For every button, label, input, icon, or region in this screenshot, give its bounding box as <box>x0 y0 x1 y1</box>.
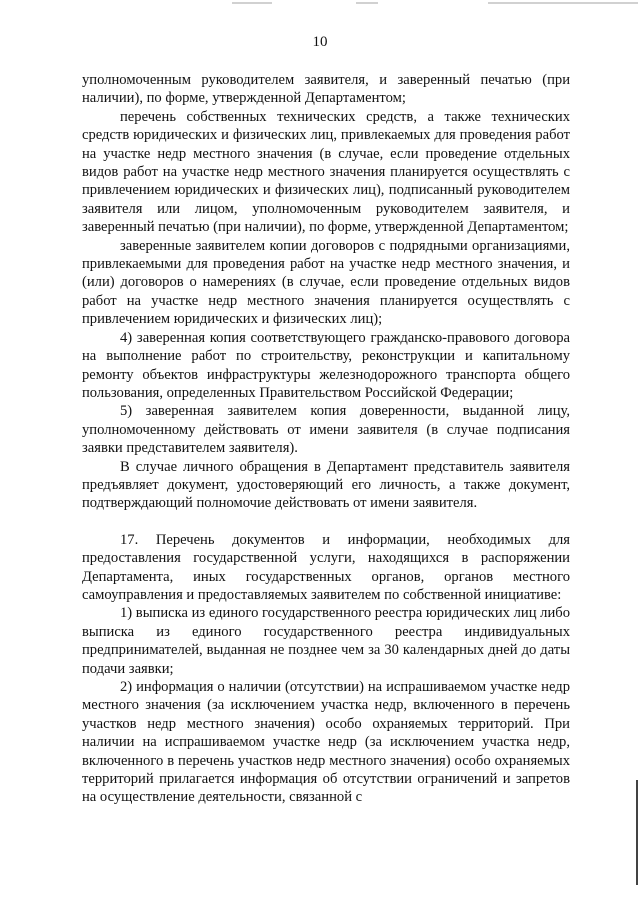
page-number: 10 <box>312 34 328 50</box>
paragraph: В случае личного обращения в Департамент представитель заявителя предъявляет документ, удостоверяющий его личность, а также документ, подтверждающий полномочие действовать от имени заявителя. <box>82 458 570 512</box>
paragraph: 4) заверенная копия соответствующего гражданско-правового договора на выполнение работ по строительству, реконструкции и капитальному ремонту объектов инфраструктуры железнодорожного транспорта общего пользования, определенных Правительством Российской Федерации; <box>82 329 570 401</box>
paragraph: перечень собственных технических средств, а также технических средств юридических и физических лиц, привлекаемых для проведения работ на участке недр местного значения (в случае, если проведение отдельных видов работ на участке недр местного значения планируется осуществлять с привлечением юридических и физических лиц), подписанный руководителем заявителя или лицом, уполномоченным руководителем заявителя, и заверенный печатью (при наличии), по форме, утвержденной Департаментом; <box>82 108 570 236</box>
section-heading-paragraph: 17. Перечень документов и информации, необходимых для предоставления государственной услуги, находящихся в распоряжении Департамента, иных государственных органов, органов местного самоуправления и предоставляемых заявителем по собственной инициативе: <box>82 531 570 603</box>
scan-artifacts <box>0 0 640 12</box>
scan-artifact <box>232 2 272 4</box>
scan-edge-line <box>636 780 638 885</box>
paragraph: уполномоченным руководителем заявителя, и заверенный печатью (при наличии), по форме, утвержденной Департаментом; <box>82 72 570 107</box>
paragraph: 1) выписка из единого государственного реестра юридических лиц либо выписка из единого государственного реестра индивидуальных предпринимателей, выданная не позднее чем за 30 календарных дней до даты подачи заявки; <box>82 605 570 677</box>
paragraph: 2) информация о наличии (отсутствии) на испрашиваемом участке недр местного значения (за исключением участка недр, включенного в перечень участков недр местного значения) особо охраняемых территорий. При наличии на испрашиваемом участке недр (за исключением участка недр, включенного в перечень участков недр местного значения) особо охраняемых территорий прилагается информация об отсутствии ограничений и запретов на осуществление деятельности, связанной с <box>82 679 570 806</box>
paragraph: 5) заверенная заявителем копия доверенности, выданной лицу, уполномоченному действовать от имени заявителя (в случае подписания заявки представителем заявителя). <box>82 403 570 457</box>
paragraph: заверенные заявителем копии договоров с подрядными организациями, привлекаемыми для проведения работ на участке недр местного значения, и (или) договоров о намерениях (в случае, если проведение отдельных видов работ на участке недр местного значения планируется осуществлять с привлечением юридических и физических лиц); <box>82 237 570 328</box>
scan-artifact <box>356 2 378 4</box>
scan-artifact <box>488 2 638 4</box>
document-body <box>82 71 570 807</box>
